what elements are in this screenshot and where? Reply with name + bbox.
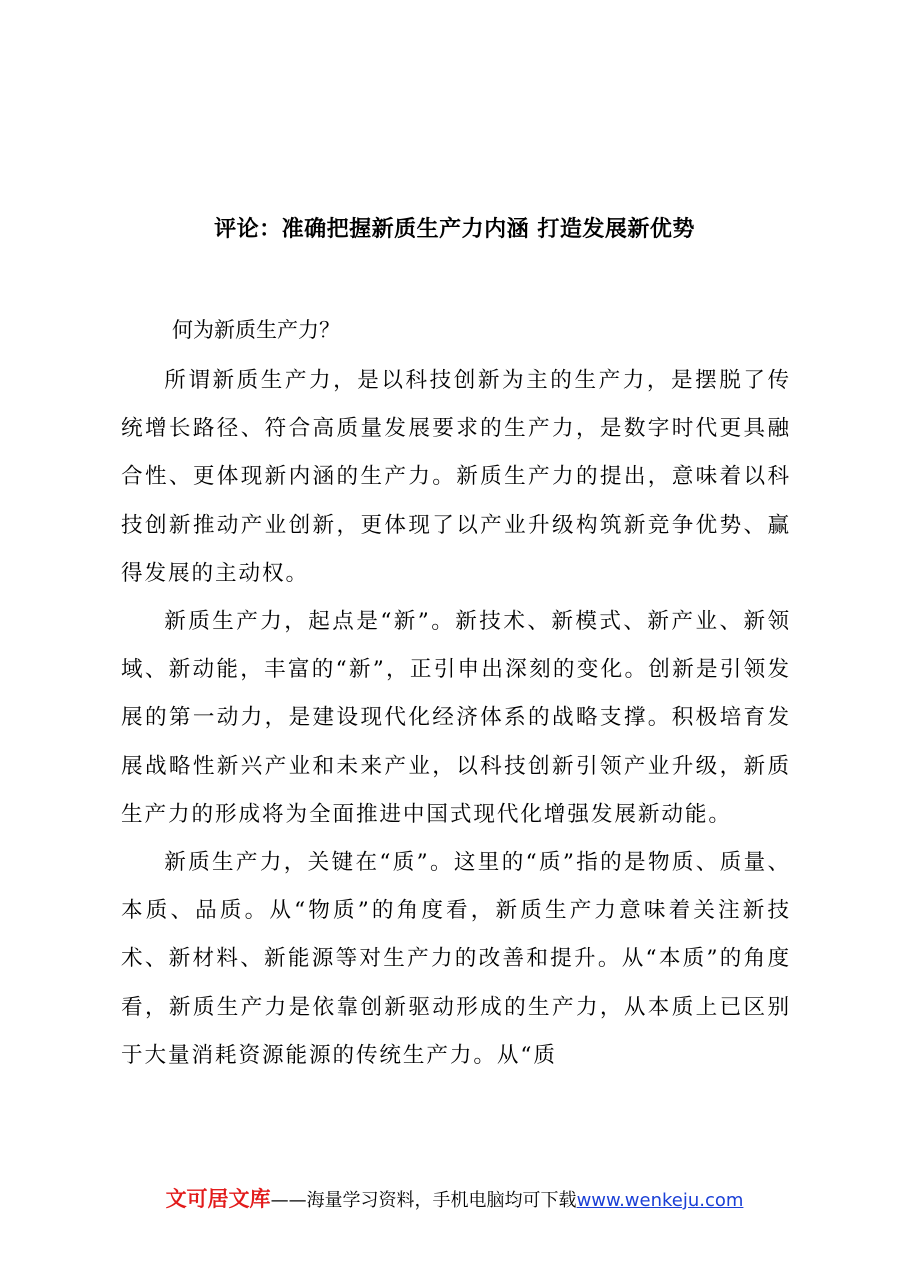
paragraph-1: 所谓新质生产力，是以科技创新为主的生产力，是摆脱了传统增长路径、符合高质量发展要求的生产力，是数字时代更具融合性、更体现新内涵的生产力。新质生产力的提出，意味着以科技创新推动产业创新，更体现了以产业升级构筑新竞争优势、赢得发展的主动权。 xyxy=(121,368,791,586)
footer-slogan: ——海量学习资料，手机电脑均可下载 xyxy=(270,1190,577,1211)
paragraph-2: 新质生产力，起点是“新”。新技术、新模式、新产业、新领域、新动能，丰富的“新”，正引申出深刻的变化。创新是引领发展的第一动力，是建设现代化经济体系的战略支撑。积极培育发展战略性新兴产业和未来产业，以科技创新引领产业升级，新质生产力的形成将为全面推进中国式现代化增强发展新动能。 xyxy=(121,609,791,827)
page-footer xyxy=(0,1183,909,1213)
footer-brand: 文可居文库 xyxy=(165,1187,271,1211)
document-title: 评论：准确把握新质生产力内涵 打造发展新优势 xyxy=(214,216,695,242)
paragraph-3: 新质生产力，关键在“质”。这里的“质”指的是物质、质量、本质、品质。从“物质”的角度看，新质生产力意味着关注新技术、新材料、新能源等对生产力的改善和提升。从“本质”的角度看，新质生产力是依靠创新驱动形成的生产力，从本质上已区别于大量消耗资源能源的传统生产力。从“质 xyxy=(121,850,791,1068)
section-heading: 何为新质生产力？ xyxy=(172,318,340,342)
footer-website-link[interactable]: www.wenkeju.com xyxy=(576,1190,744,1211)
document-body xyxy=(121,357,791,1080)
